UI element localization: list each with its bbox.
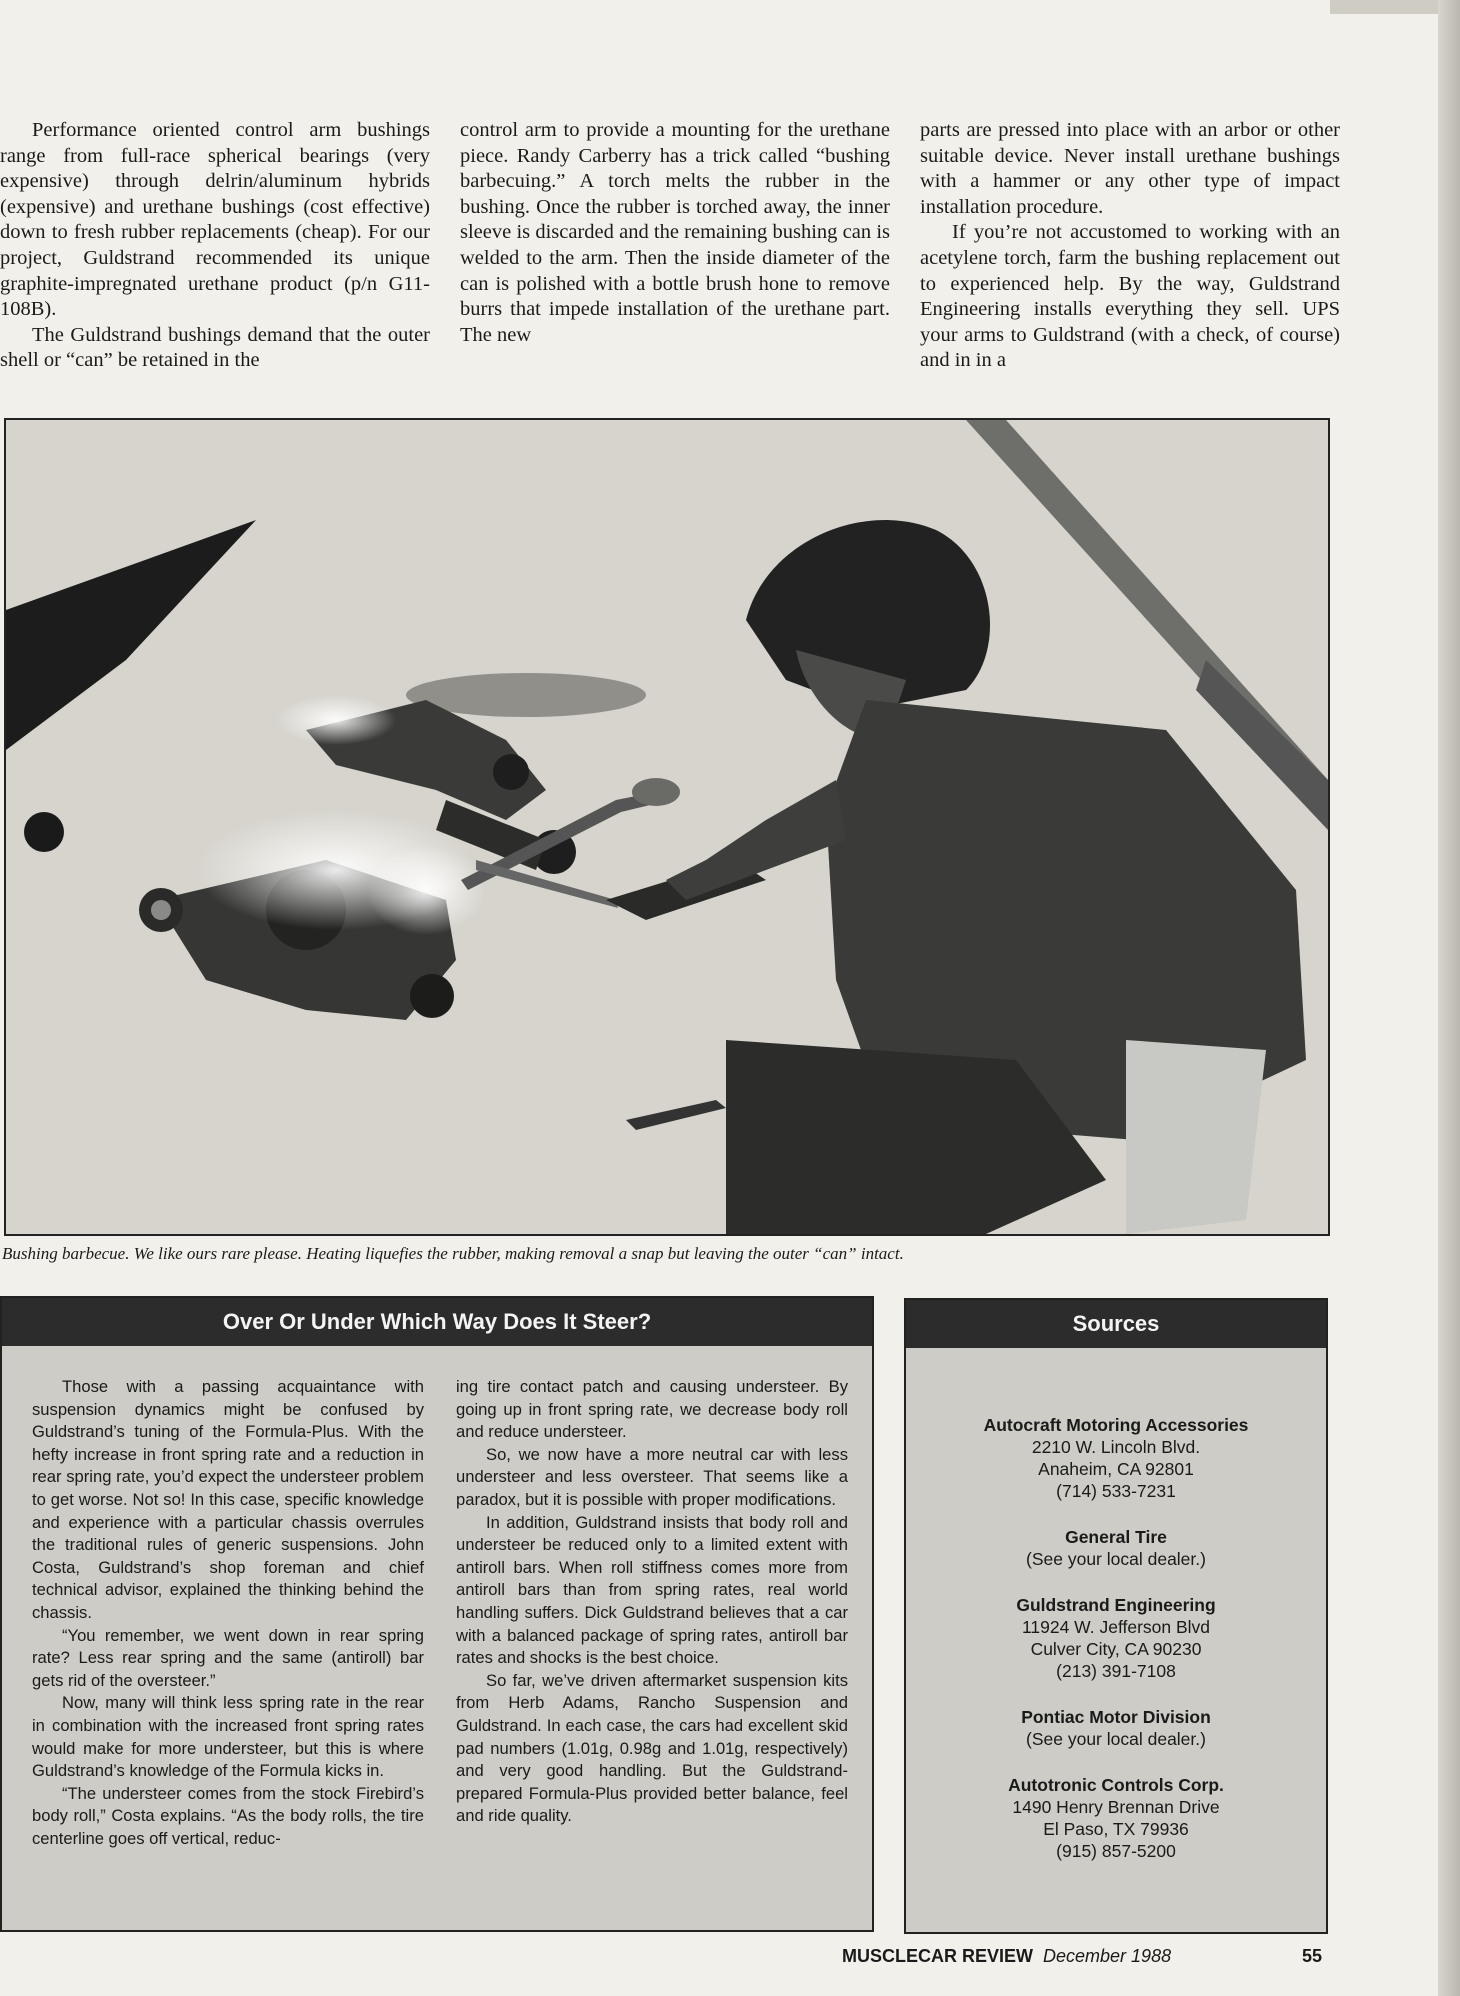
source-entry xyxy=(906,1594,1326,1682)
steer-column-2 xyxy=(456,1376,848,1850)
steer-paragraph: “The understeer comes from the stock Firebird’s body roll,” Costa explains. “As the body rolls, the tire centerline goes off vertical, reduc- xyxy=(32,1783,424,1848)
source-name: Pontiac Motor Division xyxy=(1021,1707,1211,1727)
steer-sidebar xyxy=(0,1296,874,1932)
intro-paragraph: If you’re not accustomed to working with an acetylene torch, farm the bushing replacement out to experienced help. By the way, Guldstrand Engineering installs everything they sell. UPS your arms to Guldstrand (with a check, of course) and in in a xyxy=(920,221,1340,372)
steer-paragraph: Those with a passing acquaintance with suspension dynamics might be confused by Guldstrand’s tuning of the Formula-Plus. With the hefty increase in front spring rate and a reduction in rear spring rate, you’d expect the understeer problem to get worse. Not so! In this case, specific knowledge and experience with a particular chassis overrules the traditional rules of generic suspensions. John Costa, Guldstrand’s shop foreman and chief technical advisor, explained the thinking behind the chassis. xyxy=(32,1377,424,1622)
sources-list xyxy=(906,1348,1326,1862)
steer-paragraph: So far, we’ve driven aftermarket suspension kits from Herb Adams, Rancho Suspension and Guldstrand. In each case, the cars had excellent skid pad numbers (1.01g, 0.98g and 1.01g, respectively) and very good handling. But the Guldstrand-prepared Formula-Plus provided better balance, feel and ride quality. xyxy=(456,1670,848,1826)
publication-name: MUSCLECAR REVIEW xyxy=(842,1946,1034,1966)
steer-paragraph: ing tire contact patch and causing understeer. By going up in front spring rate, we decrease body roll and reduce understeer. xyxy=(456,1377,848,1442)
source-line: (714) 533-7231 xyxy=(1056,1481,1176,1501)
steer-sidebar-body xyxy=(2,1346,872,1850)
source-entry xyxy=(906,1526,1326,1570)
intro-column-1 xyxy=(0,118,430,380)
source-entry xyxy=(906,1706,1326,1750)
source-line: Culver City, CA 90230 xyxy=(1030,1639,1202,1659)
photo-illustration xyxy=(6,420,1328,1234)
steer-sidebar-title: Over Or Under Which Way Does It Steer? xyxy=(2,1298,872,1346)
article-photo xyxy=(4,418,1330,1236)
steer-paragraph: In addition, Guldstrand insists that body roll and understeer be reduced only to a limited extent with antiroll bars. When roll stiffness comes more from antiroll bars than from spring rates, real world handling suffers. Dick Guldstrand believes that a car with a balanced package of spring rates, antiroll bar rates and shocks is the best choice. xyxy=(456,1512,848,1668)
source-line: 11924 W. Jefferson Blvd xyxy=(1021,1617,1211,1637)
issue-date: December 1988 xyxy=(1043,1946,1172,1966)
source-line: (213) 391-7108 xyxy=(1056,1661,1176,1681)
source-line: 1490 Henry Brennan Drive xyxy=(1012,1797,1220,1817)
page-number: 55 xyxy=(1301,1946,1322,1966)
source-line: (See your local dealer.) xyxy=(1026,1729,1206,1749)
source-line: 2210 W. Lincoln Blvd. xyxy=(1031,1437,1201,1457)
intro-paragraph: parts are pressed into place with an arbor or other suitable device. Never install urethane bushings with a hammer or any other type of impact installation procedure. xyxy=(920,119,1340,218)
photo-caption: Bushing barbecue. We like ours rare please. Heating liquefies the rubber, making removal a snap but leaving the outer “can” intact. xyxy=(2,1244,904,1263)
steer-paragraph: “You remember, we went down in rear spring rate? Less rear spring and the same (antiroll) bar gets rid of the oversteer.” xyxy=(32,1625,424,1690)
source-name: Guldstrand Engineering xyxy=(1016,1595,1216,1615)
source-entry xyxy=(906,1414,1326,1502)
source-line: El Paso, TX 79936 xyxy=(1043,1819,1189,1839)
source-line: (See your local dealer.) xyxy=(1026,1549,1206,1569)
intro-columns xyxy=(0,118,1340,380)
steer-paragraph: Now, many will think less spring rate in the rear in combination with the increased front spring rates would make for more understeer, but this is where Guldstrand’s knowledge of the Formula kicks in. xyxy=(32,1693,424,1781)
intro-paragraph: Performance oriented control arm bushings range from full-race spherical bearings (very expensive) through delrin/aluminum hybrids (expensive) and urethane bushings (cost effective) down to fresh rubber replacements (cheap). For our project, Guldstrand recommended its unique graphite-impregnated urethane product (p/n G11-108B). xyxy=(0,119,430,321)
source-entry xyxy=(906,1774,1326,1862)
intro-column-3 xyxy=(920,118,1340,380)
page-edge xyxy=(1438,0,1460,1996)
source-name: Autotronic Controls Corp. xyxy=(1008,1775,1224,1795)
page-footer xyxy=(842,1946,1322,1967)
intro-column-2 xyxy=(460,118,890,380)
steer-paragraph: So, we now have a more neutral car with less understeer and less oversteer. That seems like a paradox, but it is possible with proper modifications. xyxy=(456,1444,848,1509)
intro-paragraph: The Guldstrand bushings demand that the outer shell or “can” be retained in the xyxy=(0,323,430,372)
source-line: Anaheim, CA 92801 xyxy=(1038,1459,1194,1479)
steer-column-1 xyxy=(32,1376,424,1850)
source-name: General Tire xyxy=(1065,1527,1167,1547)
source-name: Autocraft Motoring Accessories xyxy=(983,1415,1249,1435)
intro-paragraph: control arm to provide a mounting for the urethane piece. Randy Carberry has a trick called “bushing barbecuing.” A torch melts the rubber in the bushing. Once the rubber is torched away, the inner sleeve is discarded and the remaining bushing can is welded to the arm. Then the inside diameter of the can is polished with a bottle brush hone to remove burrs that impede installation of the urethane part. The new xyxy=(460,119,890,346)
source-line: (915) 857-5200 xyxy=(1056,1841,1176,1861)
sources-sidebar xyxy=(904,1298,1328,1934)
sources-title: Sources xyxy=(906,1300,1326,1348)
